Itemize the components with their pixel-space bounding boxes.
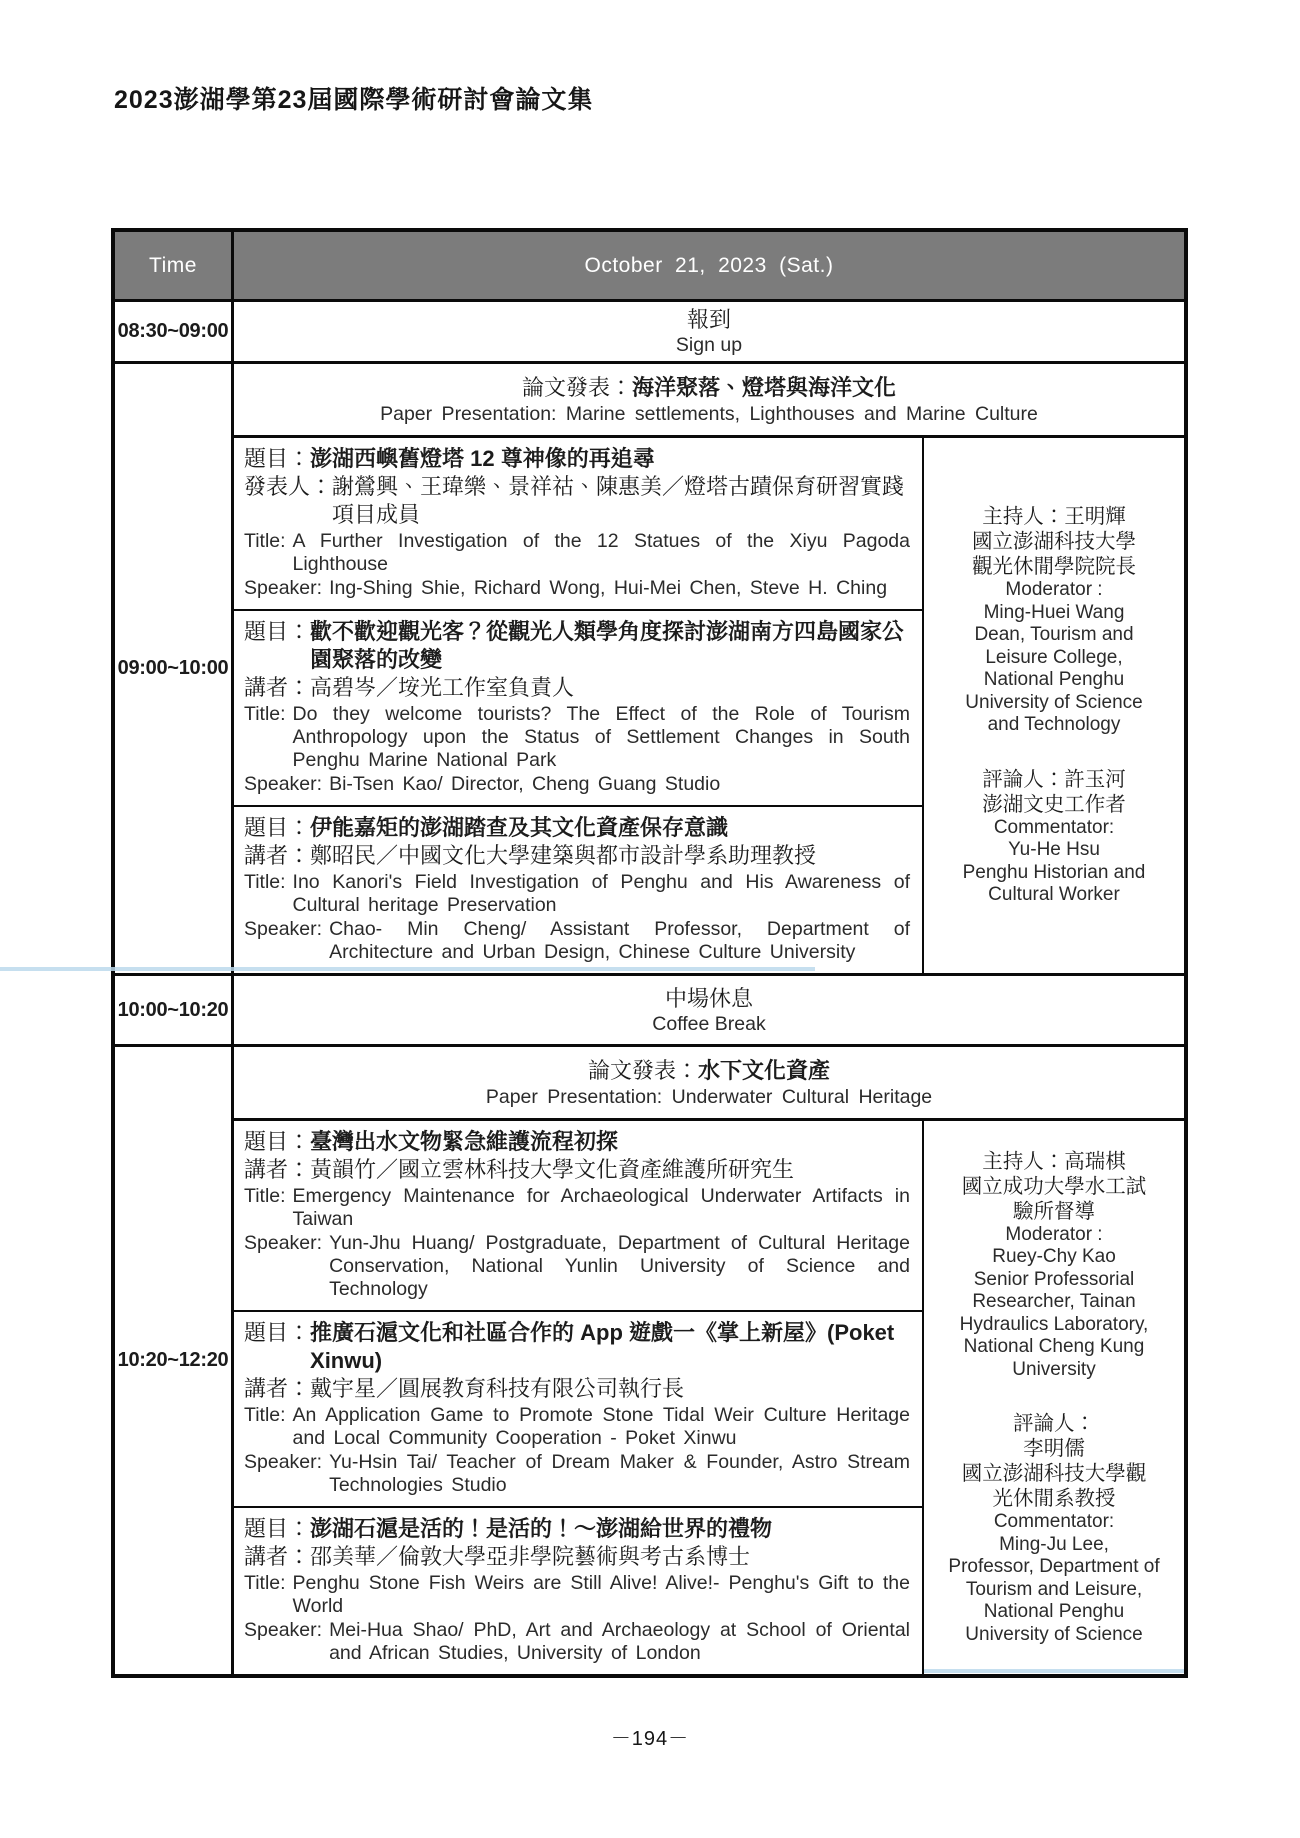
- document-title: 2023澎湖學第23屆國際學術研討會論文集: [114, 86, 594, 114]
- signup-activity-cell: [234, 302, 1184, 361]
- paper-title-zh: [244, 1515, 910, 1543]
- paper-title-zh: [244, 1319, 910, 1375]
- speaker-text: 黃韻竹／國立雲林科技大學文化資產維護所研究生: [310, 1157, 795, 1182]
- session-title-text: 海洋聚落、燈塔與海洋文化: [632, 375, 897, 400]
- title-en-label: Title:: [244, 703, 286, 725]
- title-en-text: Penghu Stone Fish Weirs are Still Alive! Alive!- Penghu's Gift to the World: [292, 1572, 910, 1617]
- title-text: 歡不歡迎觀光客？從觀光人類學角度探討澎湖南方四島國家公園聚落的改變: [310, 619, 905, 672]
- title-text: 澎湖石滬是活的！是活的！～澎湖給世界的禮物: [310, 1516, 773, 1541]
- coffee-activity-cell: [234, 976, 1184, 1044]
- session-title-label: 論文發表：: [521, 375, 632, 400]
- title-label: 題目：: [244, 1516, 311, 1541]
- paper-title-zh: [244, 445, 910, 473]
- commentator-zh: 評論人：許玉河 澎湖文史工作者: [982, 767, 1126, 816]
- session-1-time-cell: 09:00~10:00: [115, 364, 234, 973]
- session-2-title-en: Paper Presentation: Underwater Cultural Heritage: [485, 1086, 933, 1108]
- commentator-zh: 評論人： 李明儒 國立澎湖科技大學觀 光休閒系教授: [961, 1412, 1147, 1511]
- commentator-en: Commentator: Ming-Ju Lee, Professor, Department of Tourism and Leisure, National Penghu University of Science: [948, 1511, 1160, 1645]
- moderator-en: Moderator : Ming-Huei Wang Dean, Tourism and Leisure College, National Penghu University of Science and Technology: [965, 579, 1143, 736]
- session-2-papers: [234, 1121, 922, 1674]
- speaker-text: 戴宇星／圓展教育科技有限公司執行長: [310, 1376, 685, 1401]
- signup-label-en: Sign up: [675, 334, 743, 356]
- paper-speaker-zh: [244, 674, 910, 702]
- title-en-label: Title:: [244, 1572, 286, 1594]
- signup-time-cell: 08:30~09:00: [115, 302, 234, 361]
- title-text: 推廣石滬文化和社區合作的 App 遊戲一《掌上新屋》(Poket Xinwu): [310, 1320, 895, 1373]
- speaker-label: 講者：: [244, 675, 311, 700]
- paper-title-zh: [244, 814, 910, 842]
- title-label: 題目：: [244, 446, 311, 471]
- session-1-papers: [234, 438, 922, 973]
- title-en-label: Title:: [244, 530, 286, 552]
- speaker-en-text: Mei-Hua Shao/ PhD, Art and Archaeology at School of Oriental and African Studies, University of London: [329, 1619, 910, 1664]
- session-1-title-en: Paper Presentation: Marine settlements, Lighthouses and Marine Culture: [380, 403, 1038, 425]
- moderator-zh: 主持人：王明輝 國立澎湖科技大學 觀光休閒學院院長: [972, 505, 1136, 579]
- speaker-label: 講者：: [244, 1544, 311, 1569]
- session-2-title-zh: [588, 1056, 830, 1085]
- title-text: 臺灣出水文物緊急維護流程初探: [310, 1129, 619, 1154]
- speaker-label: 講者：: [244, 843, 311, 868]
- paper-speaker-en: [244, 773, 910, 796]
- title-label: 題目：: [244, 1129, 311, 1154]
- paper-speaker-en: [244, 577, 910, 600]
- title-en-text: Do they welcome tourists? The Effect of the Role of Tourism Anthropology upon the Status of Settlement Changes in South Penghu Marine National Park: [292, 703, 910, 771]
- speaker-en-label: Speaker:: [244, 577, 323, 599]
- paper-speaker-zh: [244, 842, 910, 870]
- speaker-en-label: Speaker:: [244, 918, 323, 940]
- speaker-en-text: Chao- Min Cheng/ Assistant Professor, Department of Architecture and Urban Design, Chinese Culture University: [329, 918, 910, 963]
- speaker-en-text: Ing-Shing Shie, Richard Wong, Hui-Mei Chen, Steve H. Ching: [329, 577, 888, 599]
- title-en-label: Title:: [244, 1404, 286, 1426]
- coffee-time-cell: 10:00~10:20: [115, 976, 234, 1044]
- paper-title-en: [244, 871, 910, 917]
- paper-title-en: [244, 1572, 910, 1618]
- session-1-row: [115, 364, 1184, 976]
- session-title-text: 水下文化資產: [698, 1058, 831, 1083]
- speaker-text: 鄭昭民／中國文化大學建築與都市設計學系助理教授: [310, 843, 817, 868]
- paper-block: [234, 807, 922, 973]
- title-en-label: Title:: [244, 1185, 286, 1207]
- title-en-text: A Further Investigation of the 12 Statues of the Xiyu Pagoda Lighthouse: [292, 530, 910, 575]
- moderator-zh: 主持人：高瑞棋 國立成功大學水工試 驗所督導: [961, 1149, 1147, 1223]
- paper-speaker-zh: [244, 1543, 910, 1571]
- signup-row: [115, 302, 1184, 364]
- coffee-label-en: Coffee Break: [652, 1012, 766, 1035]
- session-title-label: 論文發表：: [587, 1058, 698, 1083]
- date-column-header: October 21, 2023 (Sat.): [584, 253, 834, 277]
- title-en-label: Title:: [244, 871, 286, 893]
- paper-speaker-en: [244, 918, 910, 964]
- paper-block: [234, 611, 922, 807]
- paper-speaker-zh: [244, 1375, 910, 1403]
- page-number: －194－: [610, 1728, 690, 1750]
- session-2-content: [234, 1047, 1184, 1674]
- session-2-body: [234, 1121, 1184, 1674]
- title-en-text: Emergency Maintenance for Archaeological Underwater Artifacts in Taiwan: [292, 1185, 910, 1230]
- coffee-label-zh: 中場休息: [664, 985, 753, 1011]
- speaker-en-text: Yun-Jhu Huang/ Postgraduate, Department of Cultural Heritage Conservation, National Yunlin University of Science and Technology: [329, 1232, 910, 1300]
- commentator-en: Commentator: Yu-He Hsu Penghu Historian and Cultural Worker: [962, 816, 1146, 906]
- paper-block: [234, 1121, 922, 1312]
- commentator-info: [963, 767, 1146, 907]
- paper-title-zh: [244, 618, 910, 674]
- schedule-table: [111, 228, 1188, 1678]
- speaker-en-text: Yu-Hsin Tai/ Teacher of Dream Maker & Founder, Astro Stream Technologies Studio: [329, 1451, 910, 1496]
- title-en-text: An Application Game to Promote Stone Tidal Weir Culture Heritage and Local Community Cooperation - Poket Xinwu: [292, 1404, 910, 1449]
- moderator-en: Moderator : Ruey-Chy Kao Senior Professorial Researcher, Tainan Hydraulics Laboratory, National Cheng Kung University: [959, 1223, 1149, 1380]
- paper-block: [234, 438, 922, 611]
- session-1-body: [234, 438, 1184, 973]
- speaker-text: 謝鶯興、王瑋樂、景祥祜、陳惠美／燈塔古蹟保育研習實踐項目成員: [332, 474, 905, 527]
- paper-speaker-en: [244, 1232, 910, 1301]
- paper-title-en: [244, 1404, 910, 1450]
- paper-title-en: [244, 703, 910, 772]
- speaker-text: 高碧岑／垵光工作室負責人: [310, 675, 575, 700]
- speaker-text: 邵美華／倫敦大學亞非學院藝術與考古系博士: [310, 1544, 751, 1569]
- session-2-time-cell: 10:20~12:20: [115, 1047, 234, 1674]
- session-1-header: [234, 364, 1184, 438]
- session-1-moderator-panel: [922, 438, 1184, 973]
- signup-label-zh: 報到: [686, 307, 731, 332]
- speaker-en-label: Speaker:: [244, 1232, 323, 1254]
- paper-block: [234, 1508, 922, 1674]
- moderator-info: [965, 504, 1142, 737]
- speaker-label: 發表人：: [244, 474, 333, 499]
- title-en-text: Ino Kanori's Field Investigation of Penghu and His Awareness of Cultural heritage Preservation: [292, 871, 910, 916]
- title-text: 伊能嘉矩的澎湖踏查及其文化資產保存意識: [310, 815, 729, 840]
- title-label: 題目：: [244, 1320, 311, 1345]
- session-1-title-zh: [522, 373, 896, 402]
- paper-speaker-zh: [244, 1156, 910, 1184]
- speaker-en-label: Speaker:: [244, 1619, 323, 1641]
- speaker-label: 講者：: [244, 1376, 311, 1401]
- paper-title-zh: [244, 1128, 910, 1156]
- paper-speaker-zh: [244, 473, 910, 529]
- session-2-moderator-panel: [922, 1121, 1184, 1674]
- scan-artifact-line: [924, 1669, 1184, 1673]
- title-label: 題目：: [244, 815, 311, 840]
- table-header-row: [115, 232, 1184, 302]
- speaker-en-text: Bi-Tsen Kao/ Director, Cheng Guang Studio: [329, 773, 721, 795]
- commentator-info: [948, 1411, 1159, 1646]
- session-2-row: [115, 1047, 1184, 1674]
- session-1-content: [234, 364, 1184, 973]
- speaker-label: 講者：: [244, 1157, 311, 1182]
- title-text: 澎湖西嶼舊燈塔 12 尊神像的再追尋: [310, 446, 655, 471]
- title-label: 題目：: [244, 619, 311, 644]
- paper-title-en: [244, 1185, 910, 1231]
- moderator-info: [960, 1149, 1149, 1382]
- session-2-header: [234, 1047, 1184, 1121]
- paper-speaker-en: [244, 1619, 910, 1665]
- speaker-en-label: Speaker:: [244, 1451, 323, 1473]
- paper-title-en: [244, 530, 910, 576]
- paper-block: [234, 1312, 922, 1508]
- coffee-break-row: [115, 976, 1184, 1047]
- paper-speaker-en: [244, 1451, 910, 1497]
- speaker-en-label: Speaker:: [244, 773, 323, 795]
- time-column-header: Time: [115, 232, 234, 299]
